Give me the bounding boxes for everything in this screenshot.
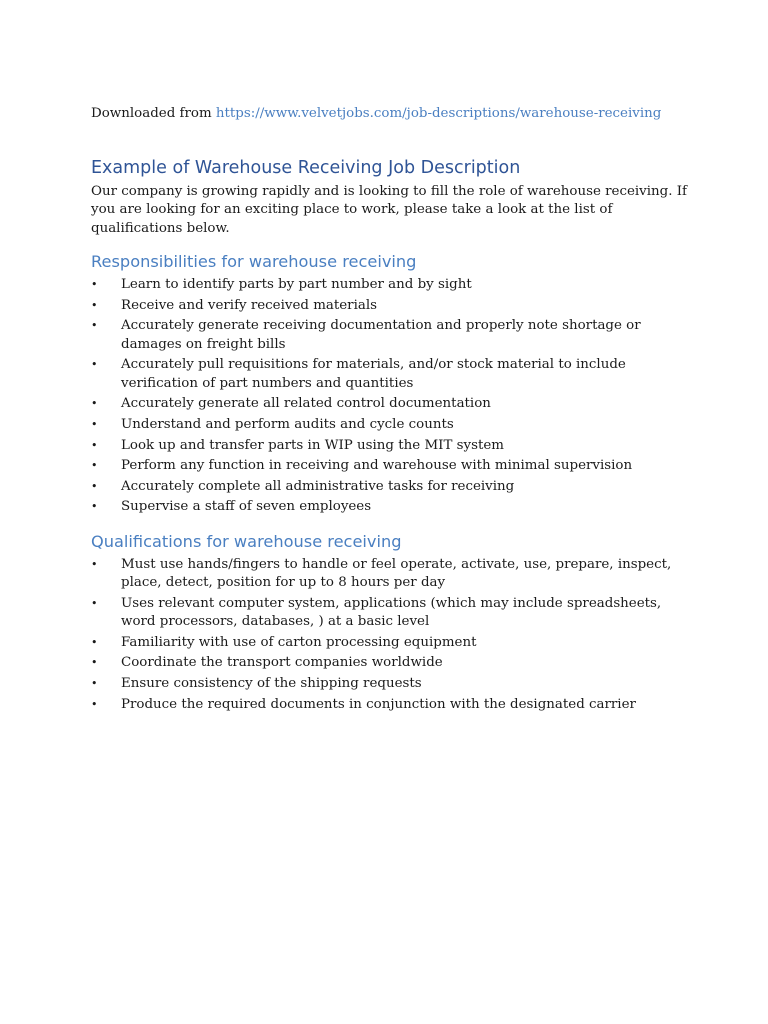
bullet-icon: • [91, 656, 98, 670]
list-item [91, 297, 691, 315]
bullet-icon: • [91, 298, 98, 312]
source-line [91, 104, 691, 124]
qualifications-list [91, 556, 691, 714]
source-link[interactable]: https://www.velvetjobs.com/job-descriptions/warehouse-receiving [215, 106, 662, 121]
bullet-icon: • [91, 697, 98, 711]
list-item-text: Accurately pull requisitions for materials, and/or stock material to include verification of part numbers and quantities [121, 357, 626, 391]
intro-paragraph: Our company is growing rapidly and is looking to fill the role of warehouse receiving. If you are looking for an exciting place to work, please take a look at the list of qualifications below. [91, 184, 687, 236]
list-item [91, 276, 691, 294]
document-title: Example of Warehouse Receiving Job Description [91, 158, 521, 178]
bullet-icon: • [91, 635, 98, 649]
list-item [91, 437, 691, 455]
list-item-text: Uses relevant computer system, applications (which may include spreadsheets, word processors, databases, ) at a basic level [121, 595, 662, 630]
bullet-icon: • [91, 596, 98, 610]
qualifications-heading: Qualifications for warehouse receiving [91, 531, 402, 551]
list-item-text: Supervise a staff of seven employees [121, 499, 372, 515]
list-item [91, 457, 691, 475]
list-item-text: Ensure consistency of the shipping requests [121, 675, 422, 691]
bullet-icon: • [91, 438, 98, 452]
bullet-icon: • [91, 676, 98, 690]
responsibilities-heading: Responsibilities for warehouse receiving [91, 252, 417, 272]
list-item-text: Perform any function in receiving and warehouse with minimal supervision [121, 458, 633, 474]
list-item [91, 478, 691, 496]
responsibilities-list [91, 276, 691, 517]
list-item [91, 675, 691, 693]
list-item [91, 595, 691, 632]
list-item [91, 654, 691, 672]
list-item-text: Learn to identify parts by part number and by sight [121, 277, 472, 293]
list-item-text: Coordinate the transport companies worldwide [121, 655, 443, 671]
list-item-text: Produce the required documents in conjunction with the designated carrier [121, 696, 636, 712]
list-item [91, 395, 691, 413]
bullet-icon: • [91, 358, 98, 372]
document-page [91, 104, 691, 728]
list-item [91, 696, 691, 714]
source-prefix: Downloaded from [91, 106, 216, 121]
list-item [91, 556, 691, 593]
list-item-text: Accurately complete all administrative tasks for receiving [121, 478, 515, 494]
bullet-icon: • [91, 278, 98, 292]
list-item [91, 634, 691, 652]
list-item [91, 356, 691, 393]
bullet-icon: • [91, 479, 98, 493]
bullet-icon: • [91, 397, 98, 411]
list-item [91, 498, 691, 516]
bullet-icon: • [91, 418, 98, 431]
list-item-text: Look up and transfer parts in WIP using the MIT system [121, 437, 504, 453]
bullet-icon: • [91, 319, 98, 333]
bullet-icon: • [91, 557, 98, 571]
bullet-icon: • [91, 500, 98, 514]
bullet-icon: • [91, 459, 98, 473]
list-item [91, 416, 691, 434]
list-item-text: Understand and perform audits and cycle counts [121, 417, 454, 432]
list-item-text: Must use hands/fingers to handle or feel operate, activate, use, prepare, inspect, place, detect, position for up to 8 hours per day [121, 556, 672, 591]
list-item-text: Accurately generate all related control documentation [121, 396, 491, 412]
list-item-text: Receive and verify received materials [121, 297, 378, 313]
list-item-text: Familiarity with use of carton processing equipment [121, 634, 477, 650]
list-item [91, 317, 691, 354]
list-item-text: Accurately generate receiving documentation and properly note shortage or damages on freight bills [121, 318, 641, 352]
